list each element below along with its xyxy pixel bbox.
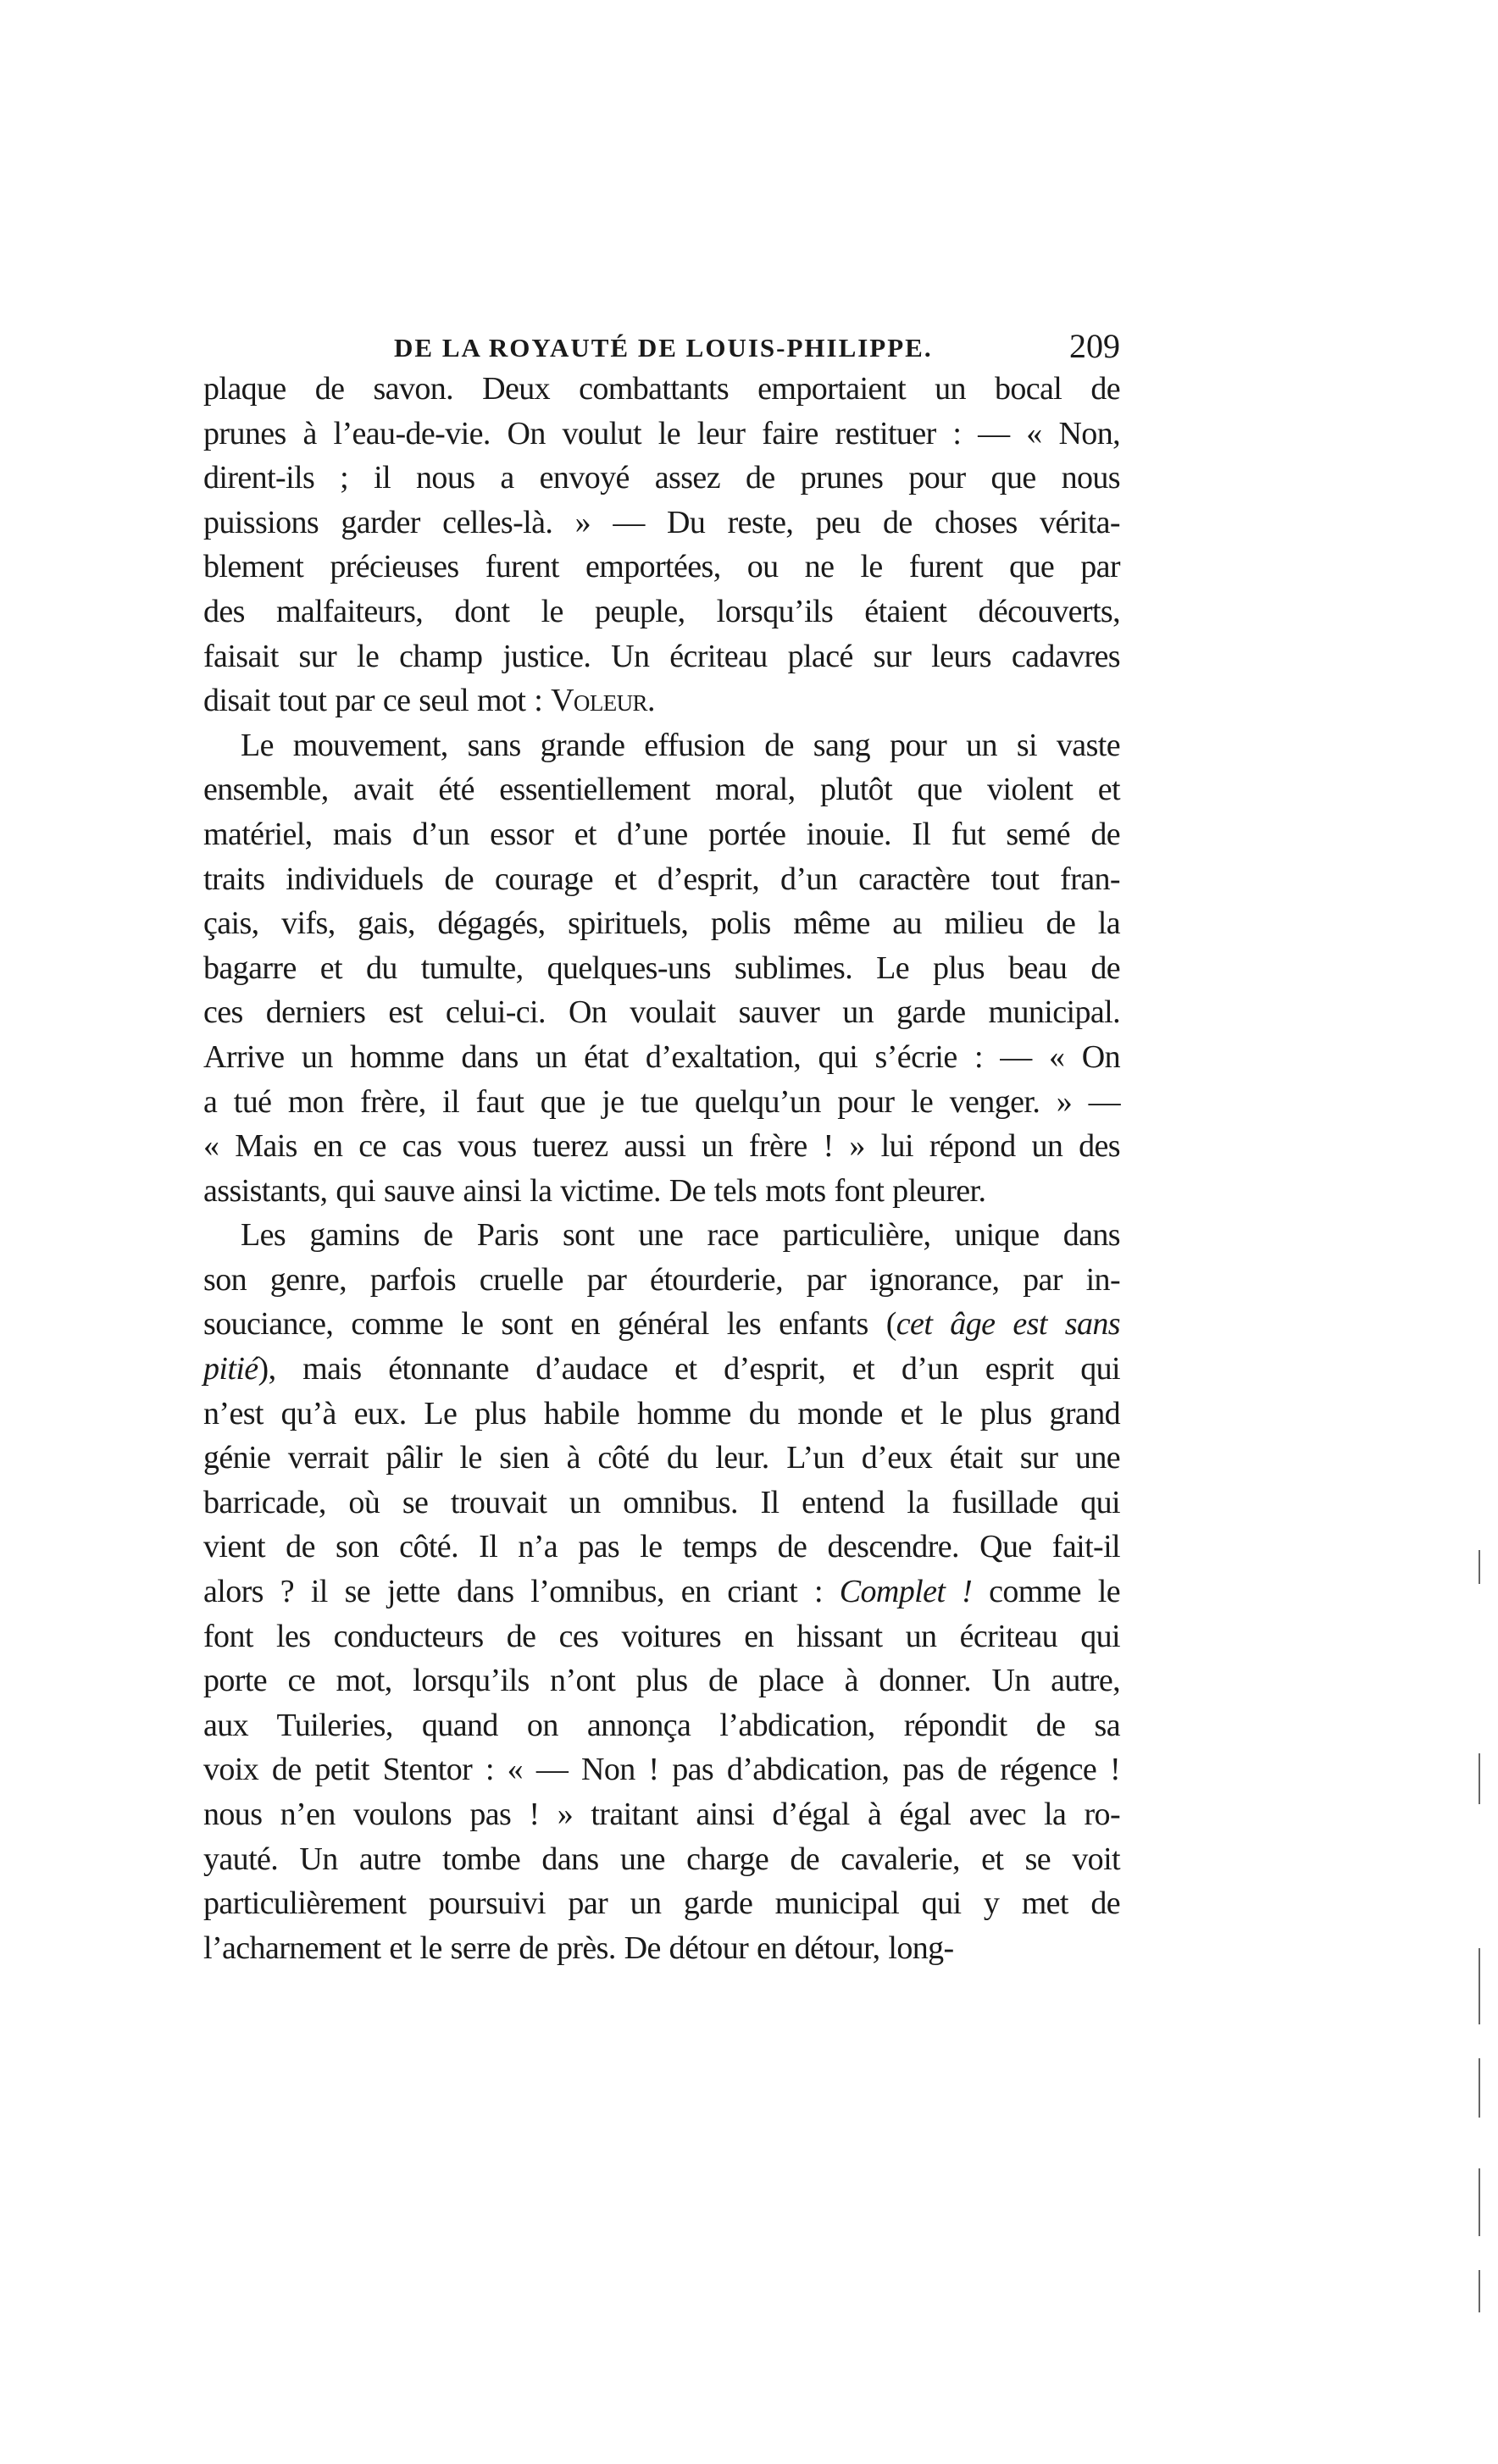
text-segment: yauté. Un autre tombe dans une charge de cavalerie, et se voit xyxy=(203,1841,1120,1877)
text-line xyxy=(203,590,1120,634)
text-line xyxy=(203,1837,1120,1882)
scan-artifact-mark xyxy=(1479,1753,1480,1804)
text-line xyxy=(203,1080,1120,1125)
text-line xyxy=(203,1347,1120,1392)
text-line xyxy=(203,857,1120,902)
text-line xyxy=(203,1124,1120,1169)
text-segment: Arrive un homme dans un état d’exaltation, qui s’écrie : — « On xyxy=(203,1038,1120,1075)
text-segment: blement précieuses furent emportées, ou ne le furent que par xyxy=(203,549,1120,585)
text-segment: vient de son côté. Il n’a pas le temps de descendre. Que fait-il xyxy=(203,1529,1120,1565)
text-segment: alors ? il se jette dans l’omnibus, en criant : xyxy=(203,1574,840,1610)
text-line xyxy=(203,1703,1120,1748)
text-segment: nous n’en voulons pas ! » traitant ainsi d’égal à égal avec la ro- xyxy=(203,1797,1120,1832)
text-segment: génie verrait pâlir le sien à côté du leur. L’un d’eux était sur une xyxy=(203,1440,1120,1476)
text-line xyxy=(203,1792,1120,1837)
text-segment: Le mouvement, sans grande effusion de sang pour un si vaste xyxy=(241,727,1120,763)
text-segment: a tué mon frère, il faut que je tue quelqu’un pour le venger. » — xyxy=(203,1083,1120,1120)
text-segment: Les gamins de Paris sont une race particulière, unique dans xyxy=(241,1217,1120,1254)
text-segment: faisait sur le champ justice. Un écriteau placé sur leurs cadavres xyxy=(203,638,1120,674)
text-line xyxy=(203,634,1120,679)
text-line xyxy=(203,1258,1120,1303)
text-segment: çais, vifs, gais, dégagés, spirituels, polis même au milieu de la xyxy=(203,905,1120,942)
scan-artifact-mark xyxy=(1479,2168,1480,2236)
italic-text: pitié xyxy=(203,1351,258,1387)
text-line xyxy=(203,723,1120,768)
text-segment: barricade, où se trouvait un omnibus. Il entend la fusillade qui xyxy=(203,1484,1120,1520)
text-line xyxy=(203,1481,1120,1525)
text-segment: particulièrement poursuivi par un garde municipal qui y met de xyxy=(203,1885,1120,1922)
page-number: 209 xyxy=(1069,327,1120,365)
paragraph xyxy=(203,367,1120,723)
text-line xyxy=(203,1881,1120,1926)
text-line xyxy=(203,1436,1120,1481)
text-segment: . xyxy=(646,683,655,719)
page-body-text xyxy=(203,367,1120,1970)
text-segment: porte ce mot, lorsqu’ils n’ont plus de place à donner. Un autre, xyxy=(203,1663,1120,1699)
text-segment: n’est qu’à eux. Le plus habile homme du monde et le plus grand xyxy=(203,1395,1120,1431)
text-segment: ensemble, avait été essentiellement moral, plutôt que violent et xyxy=(203,772,1120,808)
text-line xyxy=(203,501,1120,545)
text-line xyxy=(203,901,1120,946)
paragraph xyxy=(203,1213,1120,1970)
scan-artifact-mark xyxy=(1479,2058,1480,2118)
text-line xyxy=(203,1614,1120,1659)
scan-artifact-mark xyxy=(1479,2270,1480,2312)
scan-artifact-mark xyxy=(1479,1948,1480,2024)
text-segment: ), mais étonnante d’audace et d’esprit, et d’un esprit qui xyxy=(258,1351,1120,1387)
text-segment: plaque de savon. Deux combattants emportaient un bocal de xyxy=(203,371,1120,407)
text-line xyxy=(203,990,1120,1035)
text-line xyxy=(203,1213,1120,1258)
text-segment: dirent-ils ; il nous a envoyé assez de prunes pour que nous xyxy=(203,460,1120,496)
scan-artifact-mark xyxy=(1479,1550,1480,1584)
text-line xyxy=(203,1570,1120,1614)
text-segment: bagarre et du tumulte, quelques-uns sublimes. Le plus beau de xyxy=(203,950,1120,986)
paragraph xyxy=(203,723,1120,1214)
text-line xyxy=(203,946,1120,991)
italic-text: Complet ! xyxy=(839,1574,973,1610)
text-segment: souciance, comme le sont en général les enfants ( xyxy=(203,1306,896,1343)
text-line xyxy=(203,412,1120,457)
text-segment: puissions garder celles-là. » — Du reste, peu de choses vérita- xyxy=(203,504,1120,540)
text-line xyxy=(203,1302,1120,1347)
text-segment: disait tout par ce seul mot : xyxy=(203,683,552,719)
text-line xyxy=(203,767,1120,812)
text-line xyxy=(203,545,1120,590)
italic-text: cet âge est sans xyxy=(896,1306,1120,1343)
text-segment: aux Tuileries, quand on annonça l’abdication, répondit de sa xyxy=(203,1707,1120,1743)
small-caps-text: Voleur xyxy=(551,683,647,719)
text-segment: assistants, qui sauve ainsi la victime. De tels mots font pleurer. xyxy=(203,1172,986,1209)
text-segment: comme le xyxy=(972,1574,1120,1610)
text-line xyxy=(203,1926,1120,1971)
text-line xyxy=(203,812,1120,857)
text-segment: « Mais en ce cas vous tuerez aussi un frère ! » lui répond un des xyxy=(203,1128,1120,1165)
text-line xyxy=(203,1747,1120,1792)
running-title: DE LA ROYAUTÉ DE LOUIS-PHILIPPE. xyxy=(394,333,933,363)
text-segment: font les conducteurs de ces voitures en hissant un écriteau qui xyxy=(203,1618,1120,1654)
text-segment: prunes à l’eau-de-vie. On voulut le leur faire restituer : — « Non, xyxy=(203,415,1120,451)
running-header xyxy=(203,326,1120,368)
text-line xyxy=(203,456,1120,501)
text-line xyxy=(203,1658,1120,1703)
text-segment: son genre, parfois cruelle par étourderie, par ignorance, par in- xyxy=(203,1261,1120,1298)
text-segment: des malfaiteurs, dont le peuple, lorsqu’ils étaient découverts, xyxy=(203,593,1120,629)
text-segment: matériel, mais d’un essor et d’une portée inouie. Il fut semé de xyxy=(203,816,1120,852)
text-segment: l’acharnement et le serre de près. De détour en détour, long- xyxy=(203,1930,954,1966)
text-segment: voix de petit Stentor : « — Non ! pas d’abdication, pas de régence ! xyxy=(203,1752,1120,1788)
text-line xyxy=(203,1035,1120,1080)
text-line xyxy=(203,1169,1120,1214)
text-line xyxy=(203,1525,1120,1570)
text-segment: traits individuels de courage et d’esprit, d’un caractère tout fran- xyxy=(203,861,1120,897)
text-line xyxy=(203,367,1120,412)
text-line xyxy=(203,678,1120,723)
text-segment: ces derniers est celui-ci. On voulait sauver un garde municipal. xyxy=(203,994,1120,1031)
text-line xyxy=(203,1392,1120,1437)
